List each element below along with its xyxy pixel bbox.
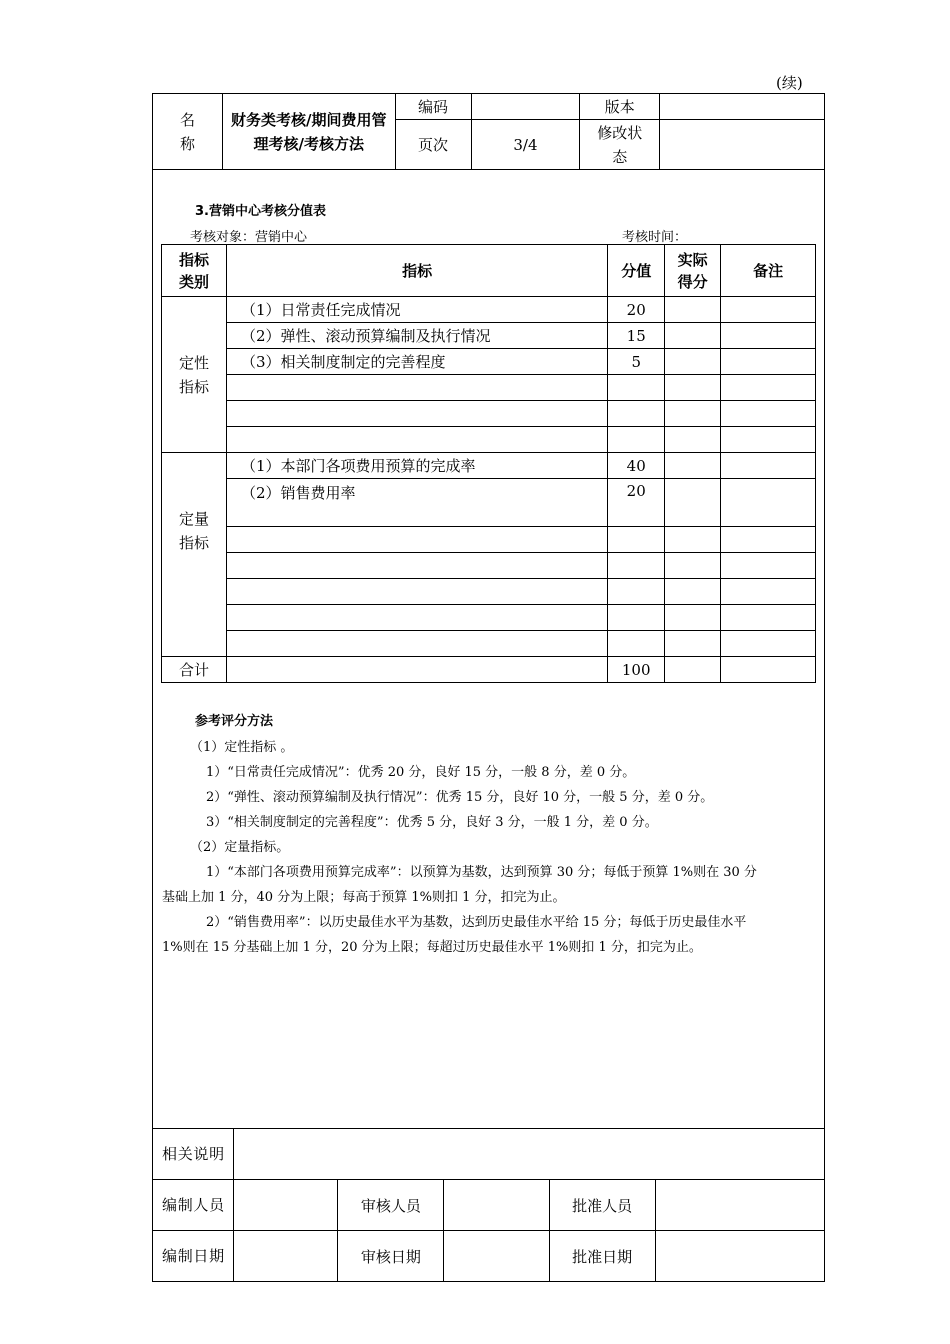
compiler-label: 编制人员: [153, 1180, 234, 1231]
indicator-cell: （1）本部门各项费用预算的完成率: [226, 453, 607, 479]
score-cell: [608, 375, 665, 401]
compiler-value: [234, 1180, 338, 1231]
actual-cell: [665, 375, 721, 401]
remark-cell: [721, 401, 816, 427]
table-row: [162, 453, 816, 479]
score-cell: [608, 605, 665, 631]
score-cell: [608, 553, 665, 579]
actual-cell: [665, 323, 721, 349]
ref-line: 3）“相关制度制定的完善程度”：优秀 5 分，良好 3 分，一般 1 分，差 0 分。: [206, 815, 658, 830]
reference-title: 参考评分方法: [195, 714, 274, 729]
ref-line: 基础上加 1 分，40 分为上限；每高于预算 1%则扣 1 分，扣完为止。: [162, 890, 566, 905]
ref-line: 1）“日常责任完成情况”：优秀 20 分，良好 15 分，一般 8 分，差 0 分。: [206, 765, 636, 780]
score-cell: 20: [608, 479, 665, 527]
name-label: 名称: [153, 94, 223, 170]
revision-value: [660, 120, 825, 170]
review-date-value: [444, 1231, 549, 1282]
remark-cell: [721, 375, 816, 401]
ref-line: 2）“弹性、滚动预算编制及执行情况”：优秀 15 分，良好 10 分，一般 5 分，差 0 分。: [206, 790, 714, 805]
score-cell: 40: [608, 453, 665, 479]
actual-cell: [665, 605, 721, 631]
code-label: 编码: [395, 94, 471, 120]
table-row: [162, 479, 816, 527]
version-label: 版本: [580, 94, 660, 120]
actual-cell: [665, 527, 721, 553]
doc-header-table: [152, 93, 825, 170]
ref-line: （2）定量指标。: [190, 840, 290, 855]
notes-value: [234, 1129, 825, 1180]
approve-date-value: [655, 1231, 824, 1282]
indicator-cell: [226, 657, 607, 683]
table-row: [162, 349, 816, 375]
remark-cell: [721, 657, 816, 683]
remark-cell: [721, 527, 816, 553]
remark-cell: [721, 579, 816, 605]
actual-cell: [665, 657, 721, 683]
approver-value: [655, 1180, 824, 1231]
reviewer-label: 审核人员: [338, 1180, 444, 1231]
actual-cell: [665, 631, 721, 657]
header-category: 指标类别: [162, 245, 227, 297]
header-indicator: 指标: [226, 245, 607, 297]
indicator-cell: [226, 527, 607, 553]
header-actual: 实际得分: [665, 245, 721, 297]
score-table: [161, 244, 816, 683]
indicator-cell: （1）日常责任完成情况: [226, 297, 607, 323]
continued-mark: (续): [776, 74, 803, 92]
table-row: [162, 579, 816, 605]
reviewer-value: [444, 1180, 549, 1231]
code-value: [471, 94, 580, 120]
score-cell: [608, 579, 665, 605]
actual-cell: [665, 401, 721, 427]
actual-cell: [665, 553, 721, 579]
score-cell: [608, 527, 665, 553]
actual-cell: [665, 579, 721, 605]
remark-cell: [721, 553, 816, 579]
total-score: 100: [608, 657, 665, 683]
remark-cell: [721, 631, 816, 657]
indicator-cell: [226, 375, 607, 401]
remark-cell: [721, 349, 816, 375]
table-row: [162, 527, 816, 553]
remark-cell: [721, 605, 816, 631]
actual-cell: [665, 297, 721, 323]
assess-time: 考核时间：: [622, 230, 688, 245]
score-cell: [608, 427, 665, 453]
actual-cell: [665, 427, 721, 453]
compile-date-label: 编制日期: [153, 1231, 234, 1282]
score-cell: [608, 631, 665, 657]
doc-title: 财务类考核/期间费用管理考核/考核方法: [222, 94, 395, 170]
score-cell: 15: [608, 323, 665, 349]
total-label: 合计: [162, 657, 227, 683]
indicator-cell: （2）销售费用率: [226, 479, 607, 527]
actual-cell: [665, 479, 721, 527]
remark-cell: [721, 453, 816, 479]
remark-cell: [721, 297, 816, 323]
review-date-label: 审核日期: [338, 1231, 444, 1282]
indicator-cell: （2）弹性、滚动预算编制及执行情况: [226, 323, 607, 349]
table-row: [162, 401, 816, 427]
compile-date-value: [234, 1231, 338, 1282]
section-title: 3.营销中心考核分值表: [195, 204, 326, 219]
qualitative-category: 定性指标: [162, 297, 227, 453]
remark-cell: [721, 427, 816, 453]
ref-line: 1）“本部门各项费用预算完成率”：以预算为基数，达到预算 30 分；每低于预算 1%则在 30 分: [206, 865, 757, 880]
quantitative-category: 定量指标: [162, 453, 227, 657]
indicator-cell: [226, 631, 607, 657]
approver-label: 批准人员: [549, 1180, 655, 1231]
remark-cell: [721, 323, 816, 349]
version-value: [660, 94, 825, 120]
score-cell: [608, 401, 665, 427]
revision-label: 修改状态: [580, 120, 660, 170]
score-cell: 20: [608, 297, 665, 323]
indicator-cell: [226, 553, 607, 579]
indicator-cell: [226, 579, 607, 605]
actual-cell: [665, 453, 721, 479]
indicator-cell: （3）相关制度制定的完善程度: [226, 349, 607, 375]
remark-cell: [721, 479, 816, 527]
page-label: 页次: [395, 120, 471, 170]
notes-label: 相关说明: [153, 1129, 234, 1180]
table-row: [162, 605, 816, 631]
table-row: [162, 375, 816, 401]
table-row: [162, 323, 816, 349]
approve-date-label: 批准日期: [549, 1231, 655, 1282]
ref-line: 2）“销售费用率”：以历史最佳水平为基数，达到历史最佳水平给 15 分；每低于历史最佳水平: [206, 915, 747, 930]
indicator-cell: [226, 401, 607, 427]
page-value: 3/4: [471, 120, 580, 170]
total-row: [162, 657, 816, 683]
indicator-cell: [226, 427, 607, 453]
header-remark: 备注: [721, 245, 816, 297]
score-cell: 5: [608, 349, 665, 375]
table-row: [162, 553, 816, 579]
header-score: 分值: [608, 245, 665, 297]
actual-cell: [665, 349, 721, 375]
assess-target: 考核对象：营销中心: [190, 230, 308, 245]
ref-line: 1%则在 15 分基础上加 1 分，20 分为上限；每超过历史最佳水平 1%则扣 1 分，扣完为止。: [162, 940, 702, 955]
indicator-cell: [226, 605, 607, 631]
signature-table: [152, 1128, 825, 1282]
table-row: [162, 631, 816, 657]
ref-line: （1）定性指标 。: [190, 740, 294, 755]
table-row: [162, 427, 816, 453]
table-row: [162, 297, 816, 323]
